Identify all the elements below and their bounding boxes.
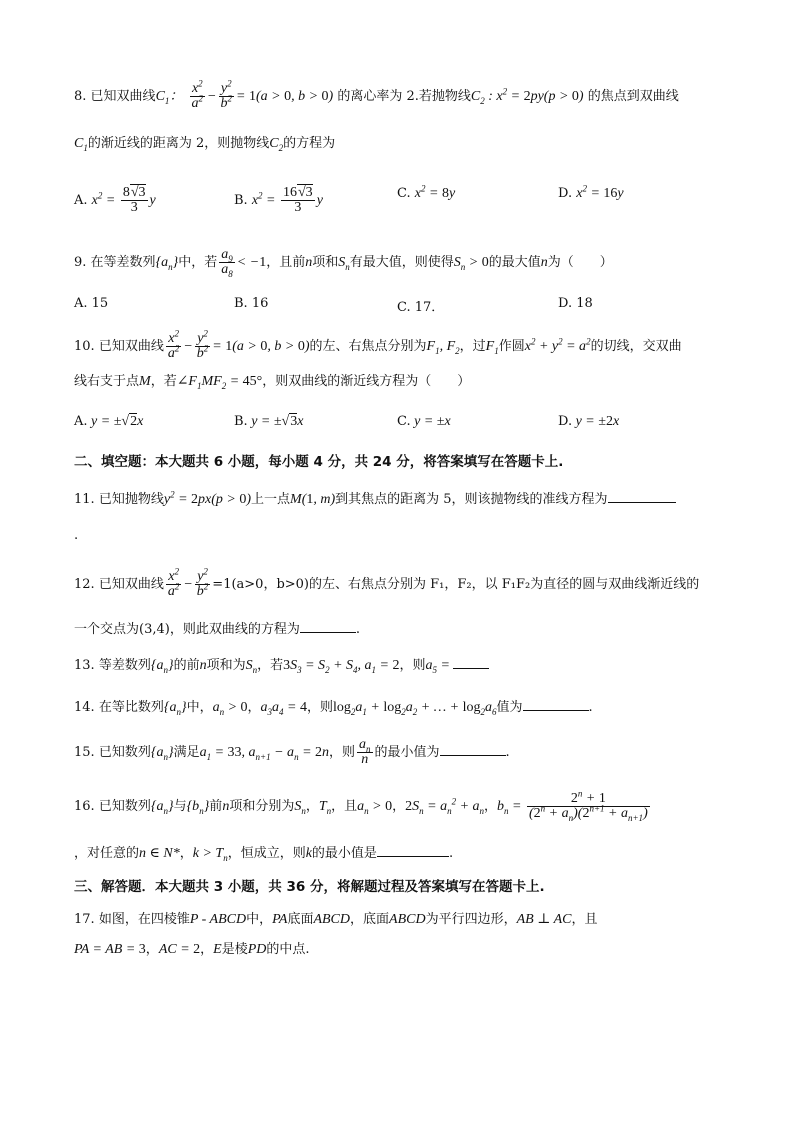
formula: $C_2$ : $x^2 = 2py(p > 0)$ xyxy=(470,86,584,106)
q10-option-a[interactable]: A. y = ±√2x xyxy=(74,414,144,429)
q16-text: ，对任意的 xyxy=(74,846,140,861)
q12-text: 已知双曲线 xyxy=(98,577,164,592)
q9-text: 有最大值，则使得 xyxy=(349,255,454,270)
q10-text: 已知双曲线 xyxy=(98,339,164,354)
option-label: D. xyxy=(558,186,573,201)
q11-line1: 11. 已知抛物线$y^2 = 2px(p > 0)$上一点M(1, m)到其焦点的距离为 5，则该抛物线的准线方程为 xyxy=(74,488,676,510)
fraction: $\frac{a_n}{n}$ xyxy=(359,737,371,767)
q9-text: ，且前 xyxy=(266,255,306,270)
q15-line: 15. 已知数列$\{a_n\}$满足$a_1 = 33$, $a_{n+1} - a_n = 2n$，则 $\frac{a_n}{n}$ 的最小值为 . xyxy=(74,737,510,767)
q16-text: 前 xyxy=(209,799,223,814)
q13-text: ，则 xyxy=(399,658,426,673)
q17-text: ， xyxy=(200,942,214,957)
section-3-heading: 三、解答题．本大题共 3 小题，共 36 分，将解题过程及答案填写在答题卡上. xyxy=(74,879,545,895)
q8-option-d[interactable]: D. $x^2 = 16y$ xyxy=(558,183,624,201)
q8-option-c[interactable]: C. $x^2 = 8y$ xyxy=(397,183,456,201)
q9-text: 在等差数列 xyxy=(90,255,156,270)
q10-option-b[interactable]: B. y = ±√3x xyxy=(234,414,304,429)
q10-line2: 线右支于点M，若$\angle F_1MF_2 = 45^\circ$，则双曲线的渐近线方程为（ ） xyxy=(74,374,471,391)
q10-text: 线右支于点 xyxy=(74,374,140,389)
option-label: C. xyxy=(397,186,411,201)
q9-line1: 9. 在等差数列$\{a_n\}$中，若 $\frac{a_9}{a_8}$ < −1，且前n项和$S_n$有最大值，则使得$S_n > 0$的最大值n为（ ） xyxy=(74,247,613,279)
q9-text: 的最大值 xyxy=(488,255,541,270)
q16-text: 已知数列 xyxy=(98,799,151,814)
q17-text: 中， xyxy=(246,912,273,927)
q8-text: 的焦点到双曲线 xyxy=(587,89,679,104)
q10-text: 的切线，交双曲 xyxy=(590,339,682,354)
q16-text: . xyxy=(448,846,454,861)
q9-text: 中，若 xyxy=(178,255,218,270)
q16-text: 的最小值是 xyxy=(311,846,377,861)
q15-text: 满足 xyxy=(173,745,200,760)
q13-text: 的前 xyxy=(173,658,200,673)
q10-option-d[interactable]: D. y = ±2x xyxy=(558,414,620,429)
q10-option-c[interactable]: C. y = ±x xyxy=(397,414,451,429)
q8-text: 的渐近线的距离为 2，则抛物线 xyxy=(87,136,270,151)
q14-text: 中， xyxy=(186,700,213,715)
q8-option-a[interactable]: A. $x^2$ = $\frac{8√3}{3}$ y xyxy=(74,185,156,215)
q13-text: 项和为 xyxy=(206,658,246,673)
fraction: $\frac{x^2}{a^2}$ xyxy=(167,566,180,599)
q17-text: 是棱 xyxy=(221,942,248,957)
q16-number: 16. xyxy=(74,799,95,814)
q16-text: ， xyxy=(305,799,319,814)
q10-text: ，若 xyxy=(150,374,177,389)
option-label: B. xyxy=(234,193,248,208)
q17-text: 的中点. xyxy=(266,942,310,957)
q8-text: 已知双曲线 xyxy=(90,89,156,104)
q11-text: 上一点 xyxy=(251,492,291,507)
fraction: $\frac{x^2}{a^2}$ xyxy=(191,78,204,111)
q8-option-b[interactable]: B. $x^2$ = $\frac{16√3}{3}$ y xyxy=(234,185,323,215)
q15-number: 15. xyxy=(74,745,95,760)
q13-text: ，若 xyxy=(257,658,284,673)
fraction: $\frac{y^2}{b^2}$ xyxy=(196,328,209,361)
q9-number: 9. xyxy=(74,255,87,270)
q15-text: 已知数列 xyxy=(98,745,151,760)
q16-text: ，恒成立，则 xyxy=(227,846,306,861)
fraction: $\frac{y^2}{b^2}$ xyxy=(196,566,209,599)
q13-line: 13. 等差数列$\{a_n\}$的前n项和为$S_n$，若$3S_3 = S_2 + S_4$, $a_1 = 2$，则$a_5$ = xyxy=(74,654,489,676)
q16-line2: ，对任意的n ∈ N*，$k > T_n$，恒成立，则k的最小值是 . xyxy=(74,842,453,864)
q15-text: 的最小值为 xyxy=(374,745,440,760)
q16-text: ，且 xyxy=(331,799,358,814)
q9-option-c[interactable]: C. 17． xyxy=(397,300,445,315)
formula: $C_1$ xyxy=(74,136,88,153)
q12-text: =1(a>0，b>0)的左、右焦点分别为 F₁，F₂，以 F₁F₂为直径的圆与双曲线渐近线的 xyxy=(212,577,700,592)
q16-text: 与 xyxy=(173,799,187,814)
formula: $\{a_n\}$ xyxy=(155,255,179,272)
q8-line1: 8. 已知双曲线$C_1$： $\frac{x^2}{a^2}$ − $\frac{y^2}{b^2}$ = 1(a > 0, b > 0) 的离心率为 2.若抛物线$C_2$ : $x^2 = 2py(p > 0)$ 的焦点到双曲线 xyxy=(74,78,679,111)
q14-text: 值为 xyxy=(496,700,523,715)
q9-option-a[interactable]: A. 15 xyxy=(74,296,109,311)
q17-text: 如图，在四棱锥 xyxy=(98,912,190,927)
q12-line2 xyxy=(74,618,360,640)
fraction: $\frac{2^n + 1}{(2^n + a_n)(2^{n+1} + a_{n+1})}$ xyxy=(529,788,648,823)
fraction: $\frac{8√3}{3}$ xyxy=(122,185,146,215)
q16-text: ， xyxy=(484,799,498,814)
q12-line1: 12. 已知双曲线 $\frac{x^2}{a^2}$ − $\frac{y^2}{b^2}$ =1(a>0，b>0)的左、右焦点分别为 F₁，F₂，以 F₁F₂为直径的圆与双曲线渐近线的 xyxy=(74,566,700,599)
q10-number: 10. xyxy=(74,339,95,354)
q14-text: 在等比数列 xyxy=(98,700,164,715)
q11-line2: . xyxy=(74,528,79,543)
q17-text: ，且 xyxy=(571,912,598,927)
q16-text: ， xyxy=(179,846,193,861)
q17-line2: PA = AB = 3，AC = 2，E是棱PD的中点. xyxy=(74,942,310,957)
answer-blank[interactable] xyxy=(523,696,589,711)
option-label: B. xyxy=(234,414,248,429)
answer-blank[interactable] xyxy=(440,741,506,756)
q14-text: ， xyxy=(247,700,261,715)
fraction: $\frac{a_9}{a_8}$ xyxy=(221,247,233,279)
q14-text: . xyxy=(588,700,593,715)
fraction: $\frac{16√3}{3}$ xyxy=(283,185,313,215)
q10-text: 的左、右焦点分别为 xyxy=(309,339,427,354)
q9-option-d[interactable]: D. 18 xyxy=(558,296,593,311)
q11-text: 已知抛物线 xyxy=(98,492,164,507)
q17-text: ， xyxy=(145,942,159,957)
q13-text: 等差数列 xyxy=(98,658,151,673)
q14-text: ，则 xyxy=(307,700,334,715)
q12-text: 一个交点为(3,4)，则此双曲线的方程为 xyxy=(74,622,300,637)
option-label: A. xyxy=(74,193,88,208)
q15-text: . xyxy=(505,745,510,760)
q17-text: 为平行四边形， xyxy=(425,912,517,927)
q10-text: ，过 xyxy=(459,339,486,354)
q12-number: 12. xyxy=(74,577,95,592)
q8-text: 的方程为 xyxy=(283,136,336,151)
q11-number: 11. xyxy=(74,492,95,507)
answer-blank[interactable] xyxy=(377,842,449,857)
q10-text: ，则双曲线的渐近线方程为（ ） xyxy=(262,374,471,389)
option-label: D. xyxy=(558,414,573,429)
q9-text: 项和 xyxy=(312,255,339,270)
answer-blank[interactable] xyxy=(608,488,676,503)
q17-text: 底面 xyxy=(287,912,314,927)
formula: $C_1$： xyxy=(155,89,184,106)
q11-text: 到其焦点的距离为 5，则该抛物线的准线方程为 xyxy=(335,492,608,507)
q12-text: . xyxy=(355,622,360,637)
q9-text: 为（ ） xyxy=(547,255,613,270)
q17-line1: 17. 如图，在四棱锥P - ABCD中，PA底面ABCD，底面ABCD为平行四边形，AB ⊥ AC，且 xyxy=(74,912,598,927)
fraction: $\frac{x^2}{a^2}$ xyxy=(167,328,180,361)
section-2-heading: 二、填空题：本大题共 6 小题，每小题 4 分，共 24 分，将答案填写在答题卡上. xyxy=(74,454,564,470)
option-label: A. xyxy=(74,414,88,429)
q17-text: ，底面 xyxy=(350,912,390,927)
q15-text: ，则 xyxy=(329,745,356,760)
formula: $C_2$ xyxy=(269,136,284,153)
q8-line2 xyxy=(74,134,335,154)
q14-line: 14. 在等比数列$\{a_n\}$中，$a_n > 0$，$a_3a_4 = 4$，则$\log_2a_1 + \log_2a_2$ + … + $\log_2a_6$值为 . xyxy=(74,696,593,718)
q8-text: 的离心率为 2.若抛物线 xyxy=(337,89,471,104)
answer-blank[interactable] xyxy=(453,654,489,669)
fraction: $\frac{y^2}{b^2}$ xyxy=(220,78,232,111)
q14-number: 14. xyxy=(74,700,95,715)
q10-line1: 10. 已知双曲线 $\frac{x^2}{a^2}$ − $\frac{y^2}{b^2}$ = 1(a > 0, b > 0)的左、右焦点分别为$F_1$, $F_2$，过$F_1$作圆$x^2 + y^2 = a^2$的切线，交双曲 xyxy=(74,328,682,361)
q10-text: 作圆 xyxy=(498,339,525,354)
q17-number: 17. xyxy=(74,912,95,927)
q16-text: 项和分别为 xyxy=(229,799,295,814)
q16-text: ， xyxy=(392,799,406,814)
q9-option-b[interactable]: B. 16 xyxy=(234,296,269,311)
option-label: C. xyxy=(397,414,411,429)
q13-number: 13. xyxy=(74,658,95,673)
q16-line1: 16. 已知数列$\{a_n\}$与$\{b_n\}$前n项和分别为$S_n$，$T_n$，且$a_n > 0$，$2S_n = a_n^2 + a_n$，$b_n$ = $\frac{2^n + 1}{(2^n + a_n)(2^{n+1} + a_{n+1})}$ xyxy=(74,788,648,823)
answer-blank[interactable] xyxy=(300,618,356,633)
q8-number: 8. xyxy=(74,89,87,104)
